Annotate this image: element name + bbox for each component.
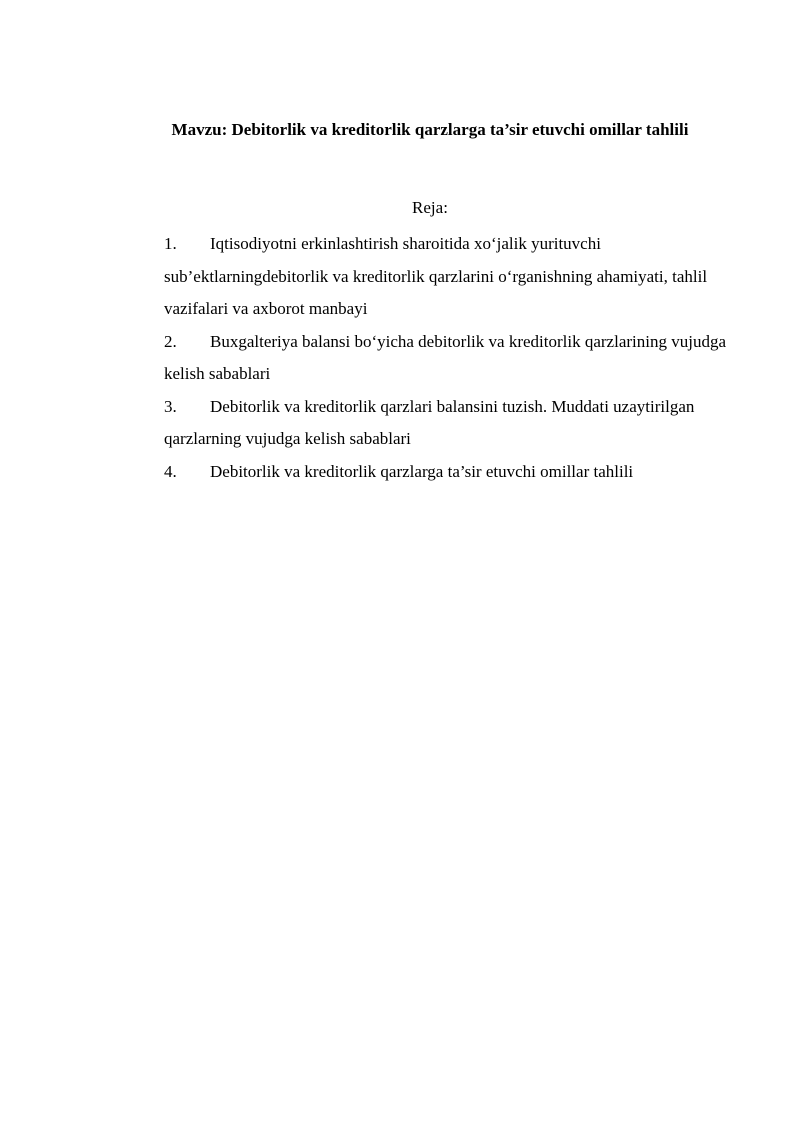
plan-item-number: 2. <box>164 331 177 351</box>
plan-heading: Reja: <box>412 198 448 217</box>
plan-item-3 <box>164 391 744 456</box>
plan-item-text: Debitorlik va kreditorlik qarzlari balansini tuzish. Muddati uzaytirilgan qarzlarning vujudga kelish sabablari <box>164 396 695 448</box>
plan-item-number: 4. <box>164 461 177 481</box>
document-title: Mavzu: Debitorlik va kreditorlik qarzlarga ta’sir etuvchi omillar tahlili <box>171 120 689 139</box>
plan-item-text: Iqtisodiyotni erkinlashtirish sharoitida xo‘jalik yurituvchi sub’ektlarningdebitorlik va kreditorlik qarzlarini o‘rganishning ahamiyati, tahlil vazifalari va axborot manbayi <box>164 234 708 318</box>
plan-item-text: Debitorlik va kreditorlik qarzlarga ta’sir etuvchi omillar tahlili <box>210 461 634 481</box>
plan-item-1 <box>164 228 744 326</box>
plan-item-text: Buxgalteriya balansi bo‘yicha debitorlik va kreditorlik qarzlarining vujudga kelish sabablari <box>164 331 726 383</box>
plan-item-number: 1. <box>164 234 177 253</box>
plan-item-4 <box>164 456 744 489</box>
plan-item-2 <box>164 326 744 391</box>
plan-list <box>164 228 744 488</box>
plan-item-number: 3. <box>164 396 177 416</box>
